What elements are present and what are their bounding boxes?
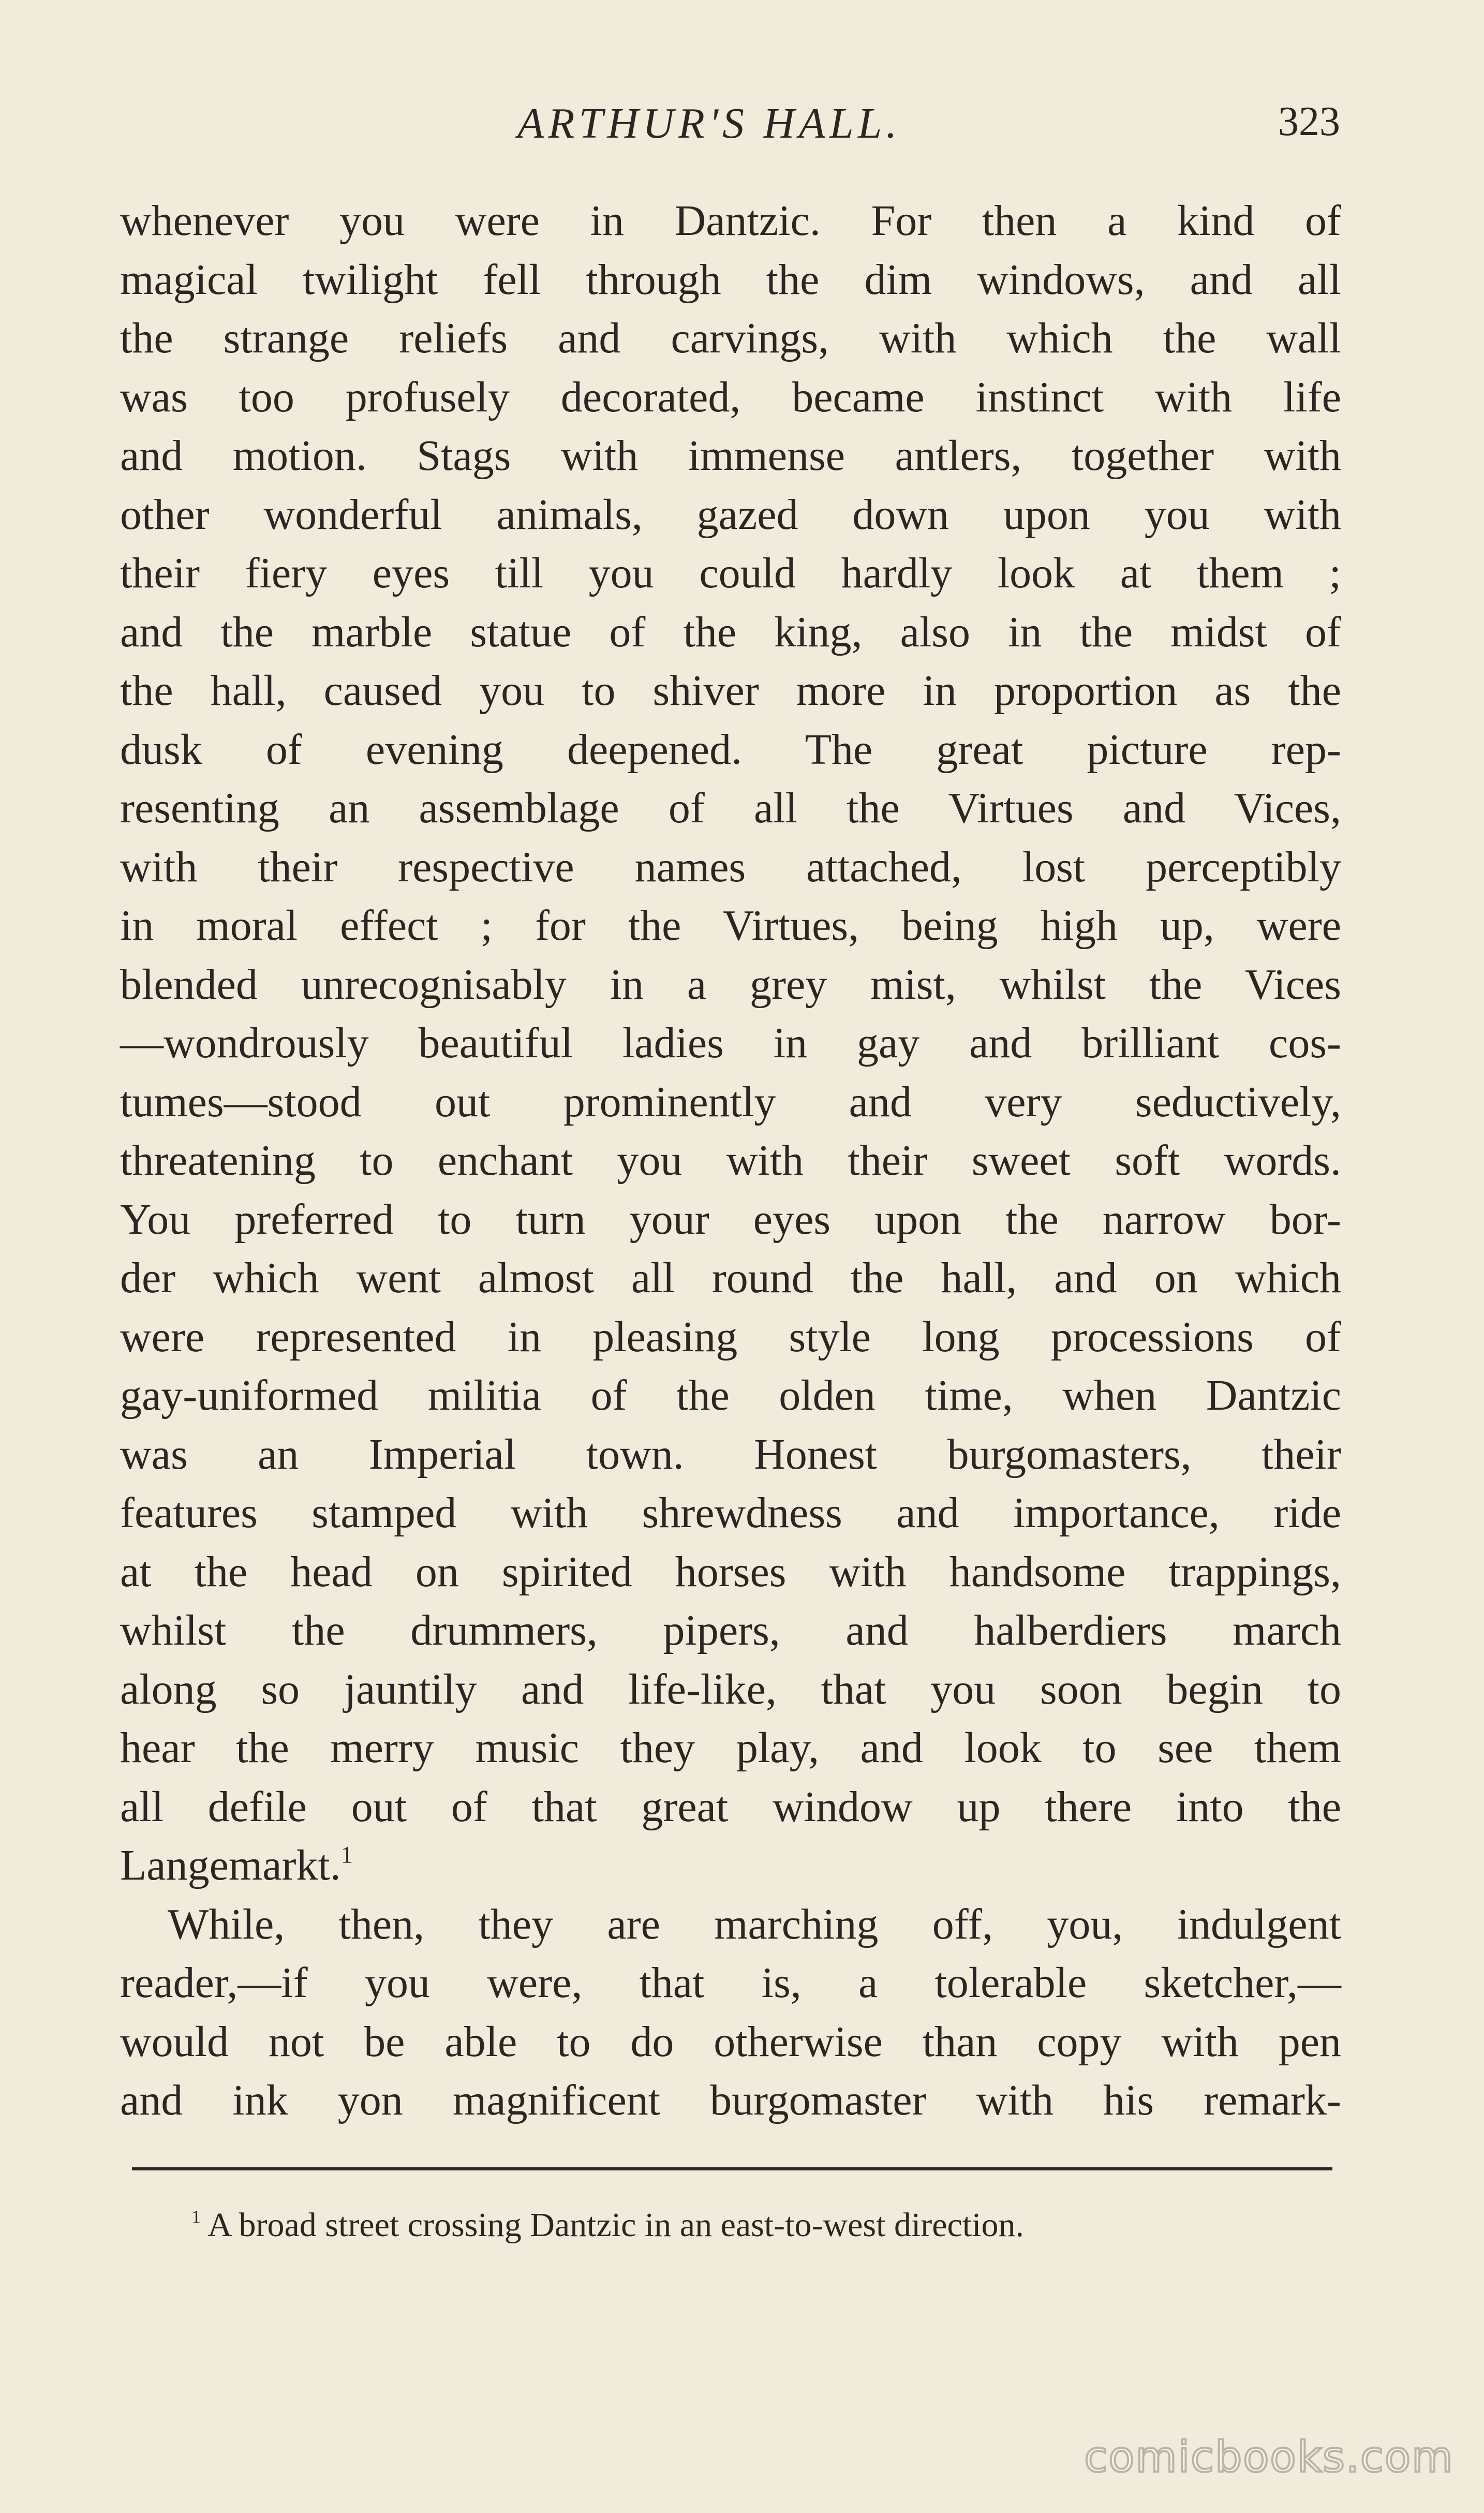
footnote-text: A broad street crossing Dantzic in an east-to-west direction. xyxy=(207,2206,1025,2244)
text-line: would not be able to do otherwise than copy with pen xyxy=(120,2017,1341,2066)
text-line: threatening to enchant you with their sweet soft words. xyxy=(120,1136,1341,1185)
running-head-title: ARTHUR'S HALL. xyxy=(517,99,901,147)
text-line: hear the merry music they play, and look to see them xyxy=(120,1724,1341,1772)
text-line: features stamped with shrewdness and importance, ride xyxy=(120,1489,1341,1537)
text-line: all defile out of that great window up there into the xyxy=(120,1782,1341,1831)
text-line-content: Langemarkt. xyxy=(120,1841,341,1889)
text-line: der which went almost all round the hall, and on which xyxy=(120,1254,1341,1302)
text-line: blended unrecognisably in a grey mist, whilst the Vices xyxy=(120,960,1341,1009)
body-text xyxy=(120,191,1341,2130)
text-line: other wonderful animals, gazed down upon you with xyxy=(120,490,1341,539)
text-line: —wondrously beautiful ladies in gay and brilliant cos- xyxy=(120,1019,1341,1067)
footnote xyxy=(191,2206,1024,2245)
text-line: at the head on spirited horses with handsome trappings, xyxy=(120,1547,1341,1596)
text-line: the strange reliefs and carvings, with which the wall xyxy=(120,314,1341,362)
text-line: whenever you were in Dantzic. For then a kind of xyxy=(120,197,1341,245)
text-line: tumes—stood out prominently and very seductively, xyxy=(120,1077,1341,1126)
text-line: was an Imperial town. Honest burgomasters, their xyxy=(120,1430,1341,1479)
text-line: resenting an assemblage of all the Virtues and Vices, xyxy=(120,784,1341,832)
text-line: magical twilight fell through the dim windows, and all xyxy=(120,255,1341,304)
watermark: comicbooks.com xyxy=(1084,2433,1454,2482)
text-line: was too profusely decorated, became instinct with life xyxy=(120,373,1341,421)
text-line: in moral effect ; for the Virtues, being high up, were xyxy=(120,901,1341,950)
page-number: 323 xyxy=(1278,99,1340,144)
text-line: and ink yon magnificent burgomaster with his remark- xyxy=(120,2076,1341,2124)
text-line: their fiery eyes till you could hardly look at them ; xyxy=(120,549,1341,597)
running-head xyxy=(0,98,1484,160)
text-line: were represented in pleasing style long processions of xyxy=(120,1312,1341,1361)
paragraph-1 xyxy=(120,191,1341,1895)
text-line: whilst the drummers, pipers, and halberdiers march xyxy=(120,1606,1341,1654)
footnote-rule xyxy=(132,2167,1332,2170)
text-line: and motion. Stags with immense antlers, together with xyxy=(120,432,1341,480)
text-line: gay-uniformed militia of the olden time, when Dantzic xyxy=(120,1371,1341,1420)
text-line: the hall, caused you to shiver more in proportion as the xyxy=(120,667,1341,715)
text-line: along so jauntily and life-like, that you soon begin to xyxy=(120,1665,1341,1713)
text-line: While, then, they are marching off, you, indulgent xyxy=(168,1900,1341,1948)
text-line: dusk of evening deepened. The great picture rep- xyxy=(120,725,1341,774)
text-line-last xyxy=(120,1836,1341,1895)
text-line: and the marble statue of the king, also in the midst of xyxy=(120,608,1341,656)
text-line: with their respective names attached, lost perceptibly xyxy=(120,842,1341,891)
text-line: reader,—if you were, that is, a tolerable sketcher,— xyxy=(120,1959,1341,2007)
text-line: You preferred to turn your eyes upon the narrow bor- xyxy=(120,1195,1341,1244)
paragraph-2 xyxy=(120,1895,1341,2130)
footnote-marker: 1 xyxy=(191,2206,201,2227)
footnote-reference: 1 xyxy=(340,1841,353,1868)
